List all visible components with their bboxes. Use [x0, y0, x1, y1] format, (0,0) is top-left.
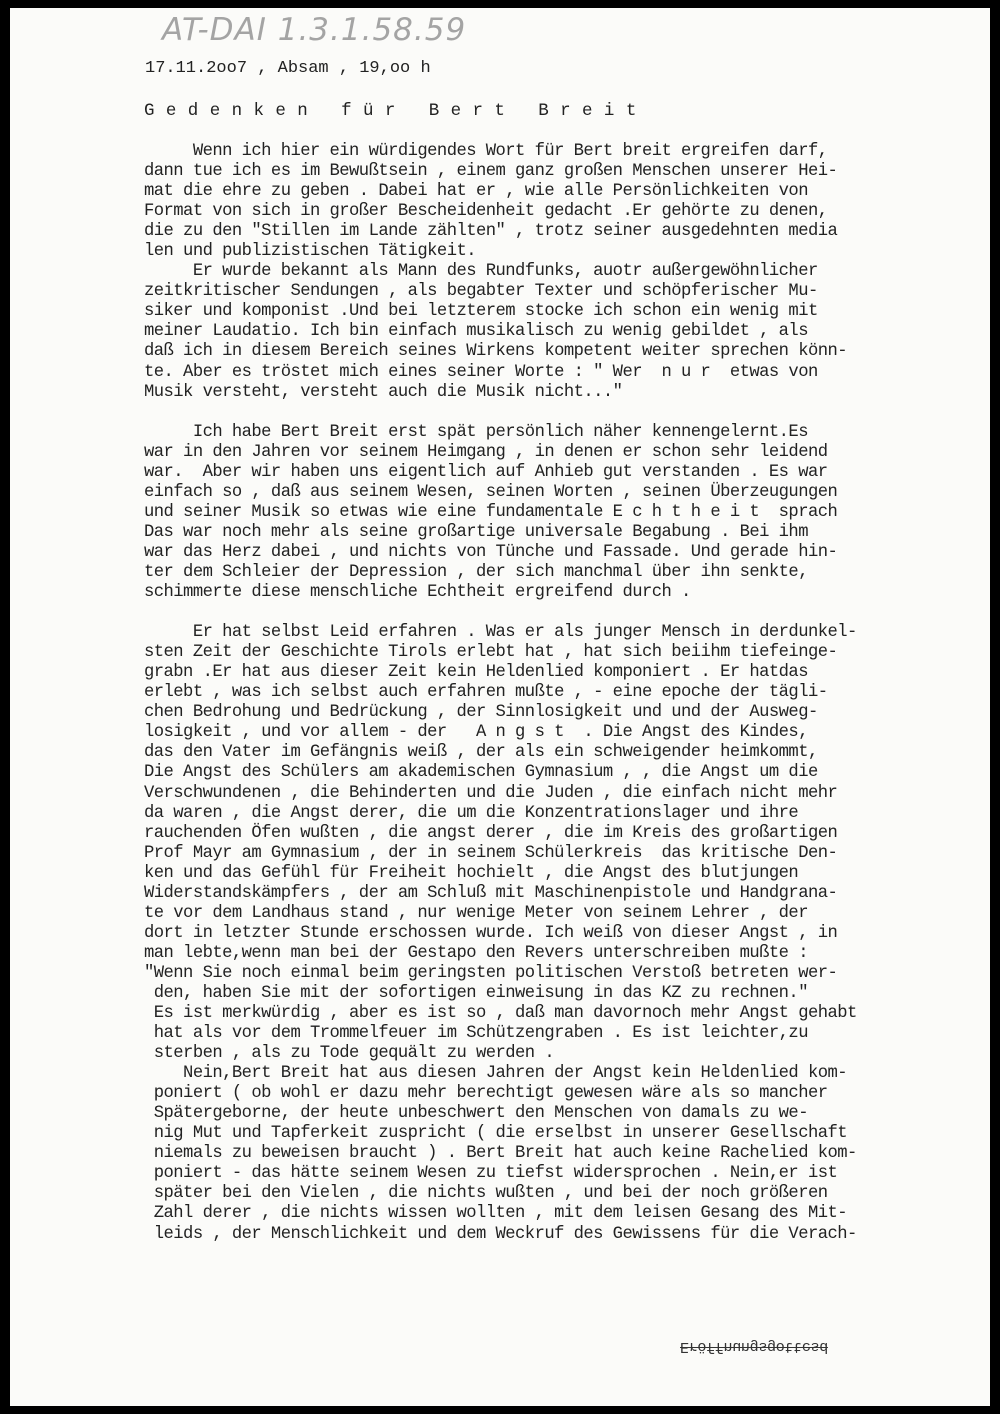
text-line: Die Angst des Schülers am akademischen Gymnasium , , die Angst um die [144, 763, 818, 783]
text-line: dort in letzter Stunde erschossen wurde. Ich weiß von dieser Angst , in [144, 923, 838, 943]
text-line: hat als vor dem Trommelfeuer im Schützengraben . Es ist leichter,zu [144, 1024, 808, 1044]
text-line: Das war noch mehr als seine großartige universale Begabung . Bei ihm [144, 522, 808, 542]
text-line: sten Zeit der Geschichte Tirols erlebt hat , hat sich beiihm tiefeinge- [144, 643, 838, 663]
date-place-line: 17.11.2oo7 , Absam , 19,oo h [145, 59, 431, 78]
text-line: Er hat selbst Leid erfahren . Was er als junger Mensch in derdunkel- [144, 623, 857, 643]
text-line: rauchenden Öfen wußten , die angst derer , die im Kreis des großartigen [144, 823, 838, 843]
text-line: war in den Jahren vor seinem Heimgang , in denen er schon sehr leidend [144, 442, 828, 462]
text-line: das den Vater im Gefängnis weiß , der als ein schweigender heimkommt, [144, 743, 818, 763]
text-line: te. Aber es tröstet mich eines seiner Worte : " Wer n u r etwas von [144, 362, 818, 382]
text-line: Spätergeborne, der heute unbeschwert den Menschen von damals zu we- [144, 1104, 808, 1124]
text-line: Format von sich in großer Bescheidenheit gedacht .Er gehörte zu denen, [144, 202, 828, 222]
text-line: ter dem Schleier der Depression , der sich manchmal über ihn senkte, [144, 562, 808, 582]
text-line: mat die ehre zu geben . Dabei hat er , wie alle Persönlichkeiten von [144, 182, 808, 202]
text-line: niemals zu beweisen braucht ) . Bert Breit hat auch keine Rachelied kom- [144, 1144, 857, 1164]
text-line: Er wurde bekannt als Mann des Rundfunks, auotr außergewöhnlicher [144, 262, 818, 282]
text-line: Musik versteht, versteht auch die Musik nicht..." [144, 382, 623, 402]
body-text [144, 142, 857, 1245]
archive-signature: AT-DAI 1.3.1.58.59 [162, 12, 467, 48]
text-line: nig Mut und Tapferkeit zuspricht ( die erselbst in unserer Gesellschaft [144, 1124, 848, 1144]
text-line: da waren , die Angst derer, die um die Konzentrationslager und ihre [144, 803, 799, 823]
text-line: Nein,Bert Breit hat aus diesen Jahren der Angst kein Heldenlied kom- [144, 1064, 848, 1084]
text-line: meiner Laudatio. Ich bin einfach musikalisch zu wenig gebildet , als [144, 322, 808, 342]
text-line: Zahl derer , die nichts wissen wollten , mit dem leisen Gesang des Mit- [144, 1204, 848, 1224]
text-line: Ich habe Bert Breit erst spät persönlich näher kennengelernt.Es [144, 422, 808, 442]
text-line: daß ich in diesem Bereich seines Wirkens kompetent weiter sprechen könn- [144, 342, 848, 362]
text-line: schimmerte diese menschliche Echtheit ergreifend durch . [144, 583, 691, 603]
text-line: poniert ( ob wohl er dazu mehr berechtigt gewesen wäre als so mancher [144, 1084, 828, 1104]
text-line: erlebt , was ich selbst auch erfahren mußte , - eine epoche der tägli- [144, 683, 828, 703]
paragraph-gap [144, 403, 857, 423]
text-line: Es ist merkwürdig , aber es ist so , daß man davornoch mehr Angst gehabt [144, 1004, 857, 1024]
text-line: später bei den Vielen , die nichts wußten , und bei der noch größeren [144, 1184, 828, 1204]
text-line: Wenn ich hier ein würdigendes Wort für Bert breit ergreifen darf, [144, 142, 828, 161]
text-line: und seiner Musik so etwas wie eine fundamentale E c h t h e i t sprach [144, 502, 838, 522]
text-line: zeitkritischer Sendungen , als begabter Texter und schöpferischer Mu- [144, 282, 818, 302]
text-line: Prof Mayr am Gymnasium , der in seinem Schülerkreis das kritische Den- [144, 843, 838, 863]
text-line: grabn .Er hat aus dieser Zeit kein Heldenlied komponiert . Er hatdas [144, 663, 808, 683]
text-line: die zu den "Stillen im Lande zählten" , trotz seiner ausgedehnten media [144, 222, 838, 242]
text-line: "Wenn Sie noch einmal beim geringsten politischen Verstoß betreten wer- [144, 963, 838, 983]
text-line: siker und komponist .Und bei letzterem stocke ich schon ein wenig mit [144, 302, 818, 322]
text-line: einfach so , daß aus seinem Wesen, seinen Worten , seinen Überzeugungen [144, 482, 838, 502]
text-line: len und publizistischen Tätigkeit. [144, 242, 476, 262]
text-line: te vor dem Landhaus stand , nur wenige Meter von seinem Lehrer , der [144, 903, 808, 923]
document-page [10, 8, 990, 1406]
text-line: Verschwundenen , die Behinderten und die Juden , die einfach nicht mehr [144, 783, 838, 803]
text-line: leids , der Menschlichkeit und dem Weckruf des Gewissens für die Verach- [144, 1224, 857, 1244]
text-line: war. Aber wir haben uns eigentlich auf Anhieb gut verstanden . Es war [144, 462, 828, 482]
text-line: man lebte,wenn man bei der Gestapo den Revers unterschreiben mußte : [144, 943, 808, 963]
text-line: den, haben Sie mit der sofortigen einweisung in das KZ zu rechnen." [144, 983, 808, 1003]
text-line: war das Herz dabei , und nichts von Tünche und Fassade. Und gerade hin- [144, 542, 838, 562]
text-line: chen Bedrohung und Bedrückung , der Sinnlosigkeit und und der Ausweg- [144, 703, 818, 723]
text-line: losigkeit , und vor allem - der A n g s t . Die Angst des Kindes, [144, 723, 808, 743]
text-line: ken und das Gefühl für Freiheit hochielt , die Angst des blutjungen [144, 863, 799, 883]
text-line: sterben , als zu Tode gequält zu werden . [144, 1044, 555, 1064]
text-line: Widerstandskämpfers , der am Schluß mit Maschinenpistole und Handgrana- [144, 883, 838, 903]
text-line: poniert - das hätte seinem Wesen zu tiefst widersprochen . Nein,er ist [144, 1164, 838, 1184]
document-title: Gedenken für Bert Breit [144, 101, 648, 121]
paragraph-gap [144, 603, 857, 623]
text-line: dann tue ich es im Bewußtsein , einem ganz großen Menschen unserer Hei- [144, 162, 838, 182]
footer-crossed-note: Eröffnungsgottesd [680, 1338, 828, 1355]
